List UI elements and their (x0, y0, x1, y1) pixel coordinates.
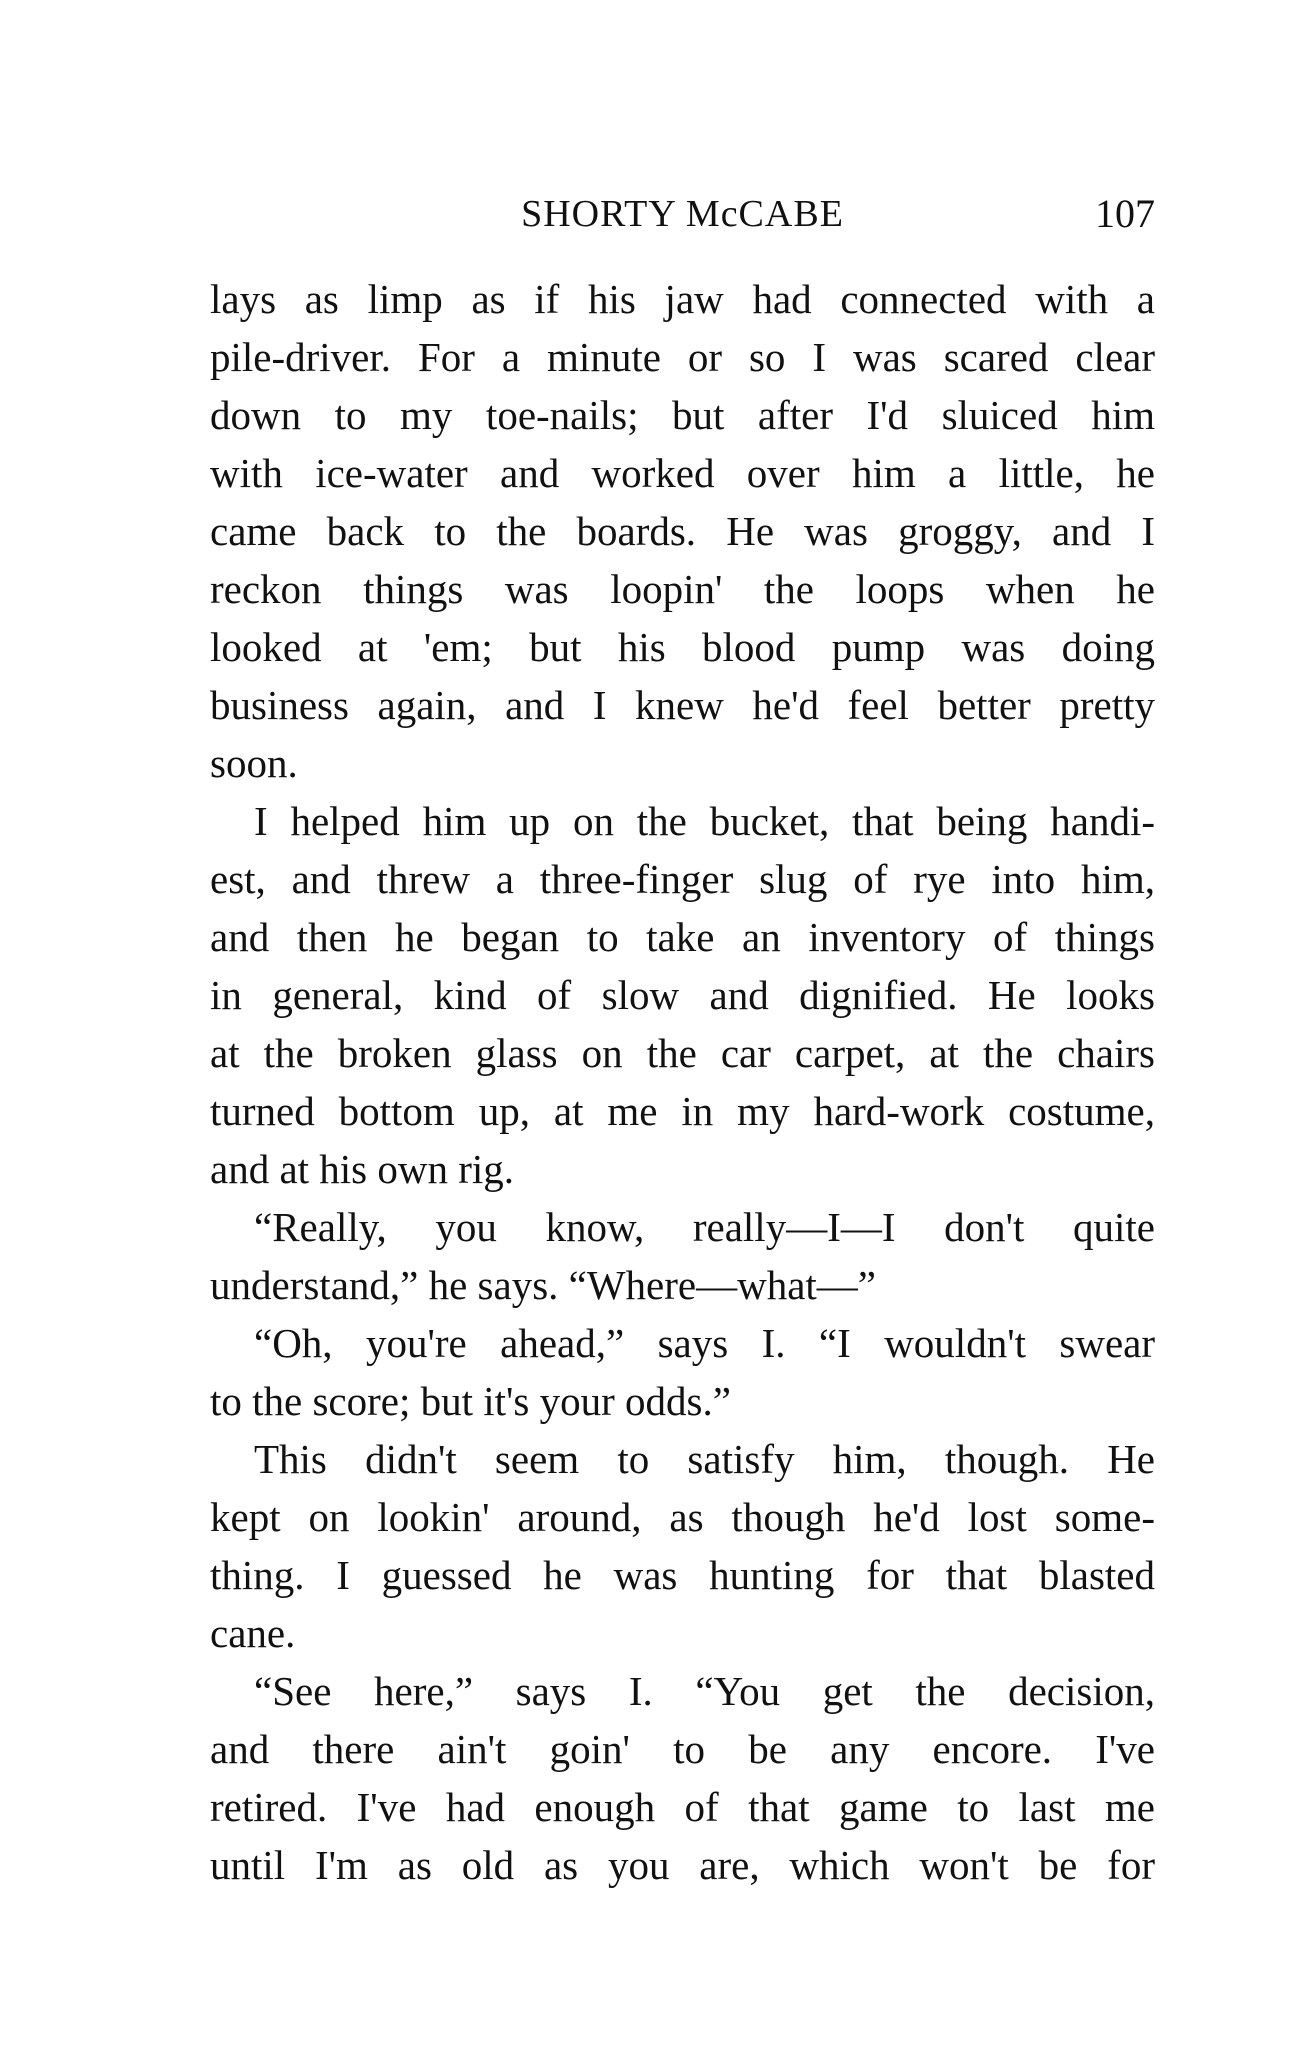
text-line: kept on lookin' around, as though he'd lost some- (210, 1494, 1155, 1540)
text-line: and then he began to take an inventory of things (210, 914, 1155, 960)
text-line: lays as limp as if his jaw had connected with a (210, 276, 1155, 322)
text-line: to the score; but it's your odds.” (210, 1378, 731, 1424)
paragraph (210, 270, 1155, 792)
text-line: cane. (210, 1610, 296, 1656)
text-line: I helped him up on the bucket, that being handi- (254, 798, 1155, 844)
text-line: thing. I guessed he was hunting for that blasted (210, 1552, 1155, 1598)
text-line: down to my toe-nails; but after I'd sluiced him (210, 392, 1155, 438)
text-line: “Oh, you're ahead,” says I. “I wouldn't swear (254, 1320, 1155, 1366)
paragraph (210, 792, 1155, 1198)
paragraph (210, 1314, 1155, 1430)
text-line: est, and threw a three-finger slug of rye into him, (210, 856, 1155, 902)
paragraph (210, 1430, 1155, 1662)
text-line: pile-driver. For a minute or so I was scared clear (210, 334, 1155, 380)
text-line: business again, and I knew he'd feel better pretty (210, 682, 1155, 728)
text-line: turned bottom up, at me in my hard-work costume, (210, 1088, 1155, 1134)
body-text (210, 270, 1155, 1894)
paragraph (210, 1198, 1155, 1314)
text-line: and there ain't goin' to be any encore. I've (210, 1726, 1155, 1772)
text-line: soon. (210, 740, 298, 786)
text-line: looked at 'em; but his blood pump was doing (210, 624, 1155, 670)
running-head (210, 190, 1155, 250)
text-line: in general, kind of slow and dignified. He looks (210, 972, 1155, 1018)
text-line: retired. I've had enough of that game to last me (210, 1784, 1155, 1830)
text-line: understand,” he says. “Where—what—” (210, 1262, 876, 1308)
text-line: with ice-water and worked over him a little, he (210, 450, 1155, 496)
text-line: and at his own rig. (210, 1146, 515, 1192)
text-line: at the broken glass on the car carpet, at the chairs (210, 1030, 1155, 1076)
page-number: 107 (1095, 191, 1155, 236)
text-line: This didn't seem to satisfy him, though. He (254, 1436, 1155, 1482)
text-line: until I'm as old as you are, which won't be for (210, 1842, 1155, 1888)
text-line: “See here,” says I. “You get the decision, (254, 1668, 1155, 1714)
running-title: SHORTY McCABE (521, 193, 844, 235)
text-line: “Really, you know, really—I—I don't quite (254, 1204, 1155, 1250)
text-line: came back to the boards. He was groggy, and I (210, 508, 1155, 554)
text-line: reckon things was loopin' the loops when he (210, 566, 1155, 612)
paragraph (210, 1662, 1155, 1894)
